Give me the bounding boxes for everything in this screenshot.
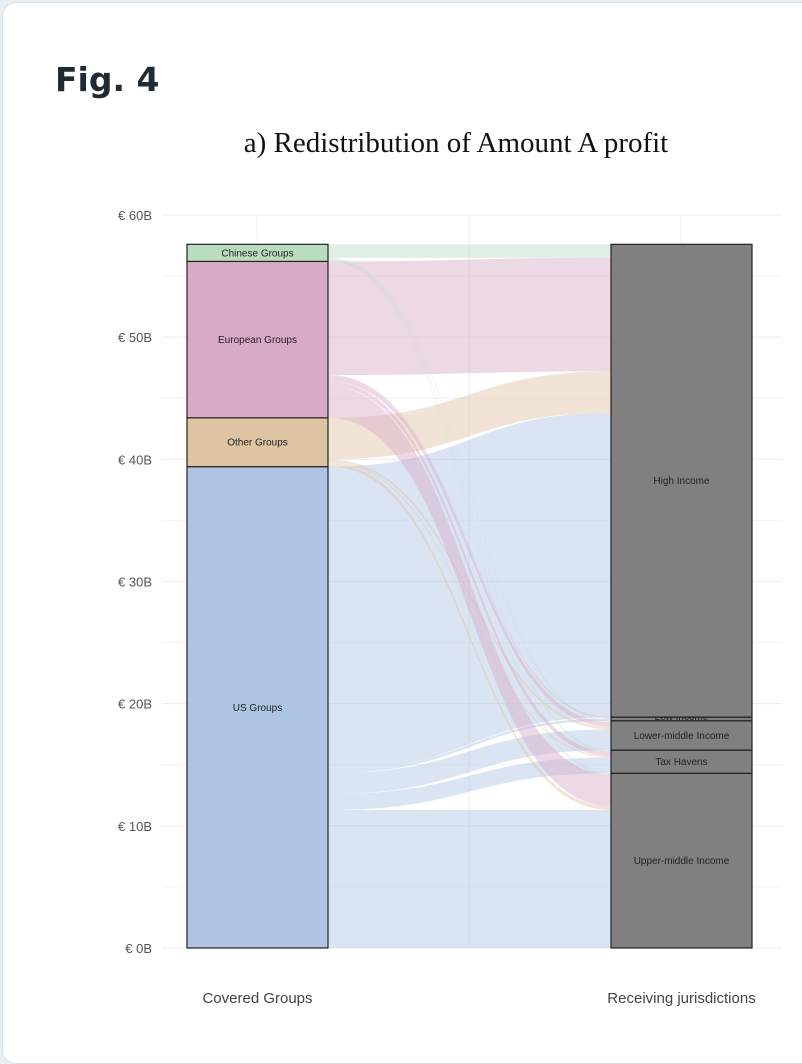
node-label-high-income: High Income (653, 476, 710, 488)
y-tick-label: € 0B (125, 941, 152, 956)
flow-us-groups-to-upper-middle-income (328, 810, 611, 948)
x-category-label: Receiving jurisdictions (607, 990, 756, 1007)
node-label-tax-havens: Tax Havens (655, 757, 708, 769)
node-label-chinese-groups: Chinese Groups (221, 248, 294, 260)
figure-label: Fig. 4 (55, 60, 160, 99)
node-label-upper-middle-income: Upper-middle Income (633, 856, 730, 868)
x-axis (202, 990, 755, 1007)
y-axis (118, 208, 152, 956)
y-tick-label: € 40B (118, 452, 152, 468)
node-label-us-groups: US Groups (232, 702, 283, 714)
flow-european-groups-to-high-income (328, 258, 611, 375)
node-label-lower-middle-income: Lower-middle Income (633, 730, 730, 742)
node-label-other-groups: Other Groups (227, 437, 288, 449)
y-tick-label: € 50B (118, 330, 152, 346)
y-tick-label: € 30B (118, 574, 152, 590)
node-label-european-groups: European Groups (218, 335, 297, 347)
flow-chinese-groups-to-high-income (328, 244, 611, 257)
chart-title: a) Redistribution of Amount A profit (243, 127, 669, 159)
x-category-label: Covered Groups (202, 990, 313, 1007)
y-tick-label: € 20B (118, 696, 152, 712)
flows (328, 244, 611, 948)
y-tick-label: € 60B (118, 208, 152, 223)
y-tick-label: € 10B (118, 818, 152, 834)
